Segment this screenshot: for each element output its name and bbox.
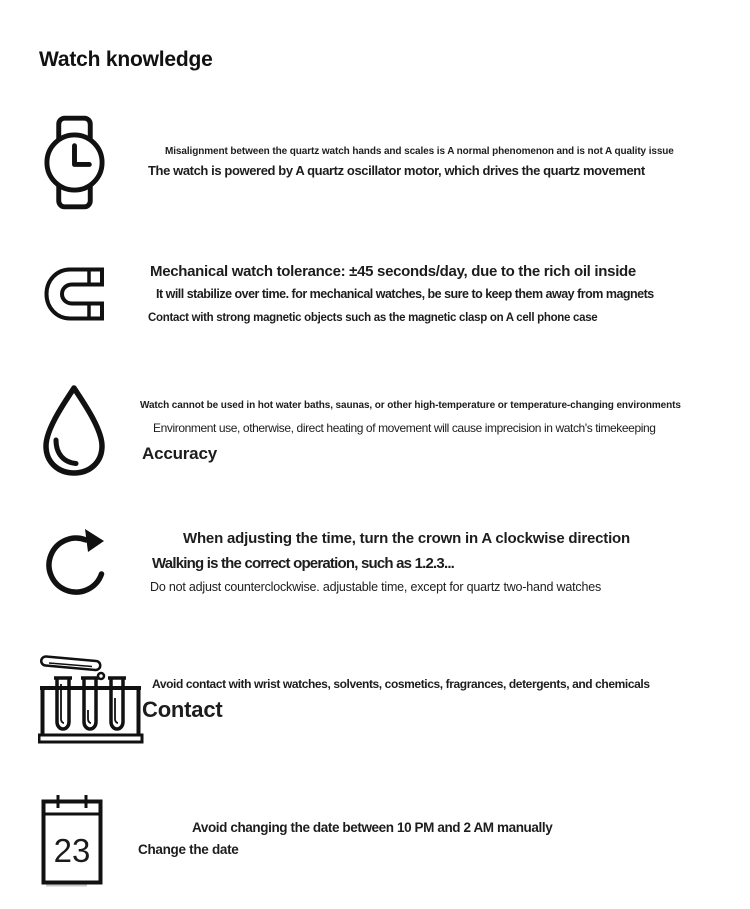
quartz-note-text: Misalignment between the quartz watch hands and scales is A normal phenomenon and is not A quality issue — [165, 146, 674, 157]
magnet-icon — [43, 266, 105, 322]
crown-clockwise-text: When adjusting the time, turn the crown in A clockwise direction — [183, 530, 630, 547]
page-title: Watch knowledge — [39, 48, 213, 72]
environment-text: Environment use, otherwise, direct heating of movement will cause imprecision in watch's timekeeping — [153, 421, 656, 435]
counterclockwise-warning-text: Do not adjust counterclockwise. adjustable time, except for quartz two-hand watches — [150, 580, 602, 594]
magnet-warning-text: It will stabilize over time. for mechanical watches, be sure to keep them away from magnets — [156, 287, 654, 301]
accuracy-heading: Accuracy — [142, 444, 217, 463]
contact-heading: Contact — [142, 697, 223, 722]
calendar-day: 23 — [53, 832, 91, 869]
change-date-heading: Change the date — [138, 842, 239, 857]
magnet-contact-text: Contact with strong magnetic objects such as the magnetic clasp on A cell phone case — [148, 312, 598, 324]
tolerance-headline-text: Mechanical watch tolerance: ±45 seconds/day, due to the rich oil inside — [150, 263, 636, 280]
calendar-icon — [41, 794, 103, 887]
chemicals-warning-text: Avoid contact with wrist watches, solvents, cosmetics, fragrances, detergents, and chemicals — [152, 677, 650, 691]
test-tubes-icon — [38, 650, 144, 745]
temperature-warning-text: Watch cannot be used in hot water baths, saunas, or other high-temperature or temperature-changing environments — [140, 400, 681, 411]
watch-icon — [42, 115, 107, 210]
water-drop-icon — [35, 383, 113, 477]
clockwise-arrow-icon — [42, 527, 110, 601]
date-change-warning-text: Avoid changing the date between 10 PM and 2 AM manually — [192, 820, 553, 835]
quartz-movement-text: The watch is powered by A quartz oscillator motor, which drives the quartz movement — [148, 163, 645, 178]
walking-operation-text: Walking is the correct operation, such as 1.2.3... — [152, 555, 455, 572]
